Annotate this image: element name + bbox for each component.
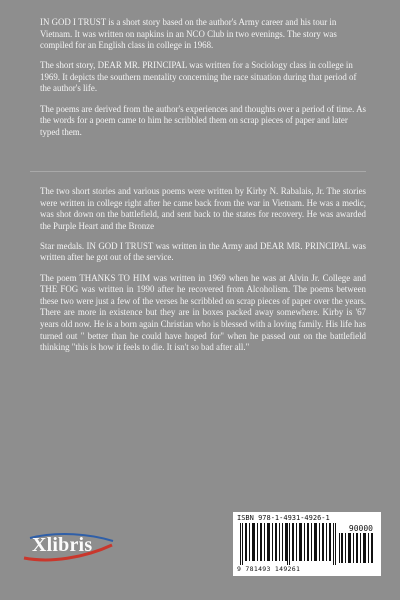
publisher-logo-text: Xlibris: [32, 534, 93, 556]
bio-paragraph: Star medals. IN GOD I TRUST was written in the Army and DEAR MR. PRINCIPAL was written after he got out of the service.: [40, 240, 366, 263]
price-barcode-icon: [339, 533, 375, 563]
author-bio-block: [40, 186, 366, 362]
barcode-number: 9 781493 149261: [237, 565, 301, 573]
barcode: [233, 512, 381, 576]
bio-paragraph: The two short stories and various poems were written by Kirby N. Rabalais, Jr. The stories were written in college right after he came back from the war in Vietnam. He was a medic, was shot down on the battlefield, and sent back to the states for recovery. He was awarded the Purple Heart and the Bronze: [40, 186, 366, 231]
synopsis-paragraph: The short story, DEAR MR. PRINCIPAL was written for a Sociology class in college in 1969. It depicts the southern mentality concerning the race situation during that period of the author's life.: [40, 60, 357, 94]
barcode-icon: [240, 523, 336, 565]
price-code: 90000: [348, 524, 373, 533]
synopsis-paragraph: IN GOD I TRUST is a short story based on the author's Army career and his tour in Vietnam. It was written on napkins in an NCO Club in two evenings. The story was compiled for an English class in college in 1968.: [40, 17, 337, 51]
bio-paragraph: The poem THANKS TO HIM was written in 1969 when he was at Alvin Jr. College and THE FOG was written in 1990 after he recovered from Alcoholism. The poems between these two were just a few of the verses he scribbled on scrap pieces of paper over the years. There are more in existence but they are in boxes packed away somewhere. Kirby is '67 years old now. He is a born again Christian who is blessed with a loving family. His life has turned out " better than he could have hoped for" when he passed out on the battlefield thinking "this is how it feels to die. It isn't so bad after all.": [40, 272, 366, 353]
publisher-logo: [22, 532, 116, 562]
isbn-label: ISBN 978-1-4931-4926-1: [237, 514, 330, 522]
section-divider: [30, 171, 366, 172]
synopsis-paragraph: The poems are derived from the author's experiences and thoughts over a period of time. As the words for a poem came to him he scribbled them on scrap pieces of paper and later typed them.: [40, 103, 366, 137]
synopsis-block: [40, 17, 366, 147]
